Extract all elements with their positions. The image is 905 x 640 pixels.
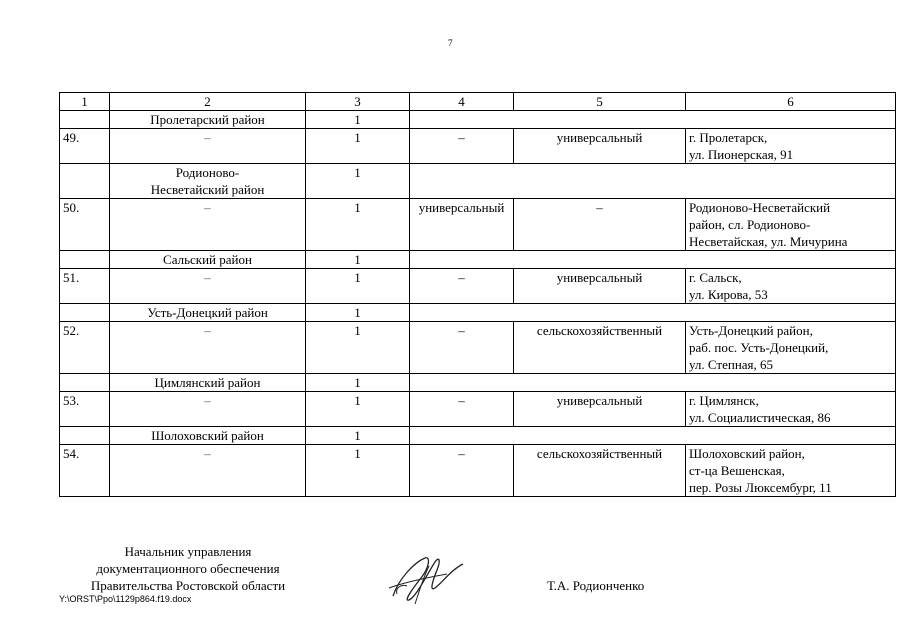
position-line: Правительства Ростовской области [90,578,286,593]
empty-cell [410,111,896,129]
empty-cell [410,251,896,269]
cell-col5: сельскохозяйственный [514,322,686,374]
cell-col5: универсальный [514,392,686,427]
district-name [110,427,306,445]
table-body [60,93,896,497]
cell-col2: – [110,269,306,304]
address-line: г. Цимлянск, [689,393,759,408]
address-line: Шолоховский район, [689,446,805,461]
district-name [110,374,306,392]
address-line: ст-ца Вешенская, [689,463,785,478]
cell-col3: 1 [306,445,410,497]
address-line: пер. Розы Люксембург, 11 [689,480,832,495]
address-line: г. Сальск, [689,270,742,285]
handwritten-signature [385,548,467,610]
address-cell [686,199,896,251]
district-name-line: Сальский район [163,252,252,267]
cell-col4: универсальный [410,199,514,251]
cell-col3: 1 [306,269,410,304]
empty-cell [60,164,110,199]
row-number: 50. [60,199,110,251]
header-cell: 2 [110,93,306,111]
empty-cell [410,374,896,392]
district-name-line: Родионово- [175,165,240,180]
cell-col3: 1 [306,129,410,164]
address-cell [686,322,896,374]
cell-col5: универсальный [514,129,686,164]
district-name-line: Пролетарский район [150,112,265,127]
address-line: Усть-Донецкий район, [689,323,813,338]
row-number: 51. [60,269,110,304]
district-name-line: Шолоховский район [151,428,264,443]
cell-col5: сельскохозяйственный [514,445,686,497]
district-row [60,304,896,322]
signer-name: Т.А. Родионченко [547,578,645,593]
row-number: 49. [60,129,110,164]
table-row [60,199,896,251]
district-name-line: Цимлянский район [154,375,261,390]
district-row [60,374,896,392]
position-line: Начальник управления [124,544,252,559]
header-cell: 6 [686,93,896,111]
district-name-line: Усть-Донецкий район [147,305,268,320]
table-row [60,445,896,497]
district-count: 1 [306,427,410,445]
address-cell [686,392,896,427]
empty-cell [60,374,110,392]
cell-col3: 1 [306,322,410,374]
address-line: раб. пос. Усть-Донецкий, [689,340,829,355]
cell-col4: – [410,269,514,304]
cell-col2: – [110,322,306,374]
address-line: район, сл. Родионово- [689,217,811,232]
cell-col5: универсальный [514,269,686,304]
header-cell: 3 [306,93,410,111]
table-row [60,129,896,164]
address-line: ул. Социалистическая, 86 [689,410,831,425]
address-line: ул. Степная, 65 [689,357,774,372]
empty-cell [410,164,896,199]
cell-col5: – [514,199,686,251]
address-line: Родионово-Несветайский [689,200,831,215]
district-row [60,427,896,445]
cell-col2: – [110,199,306,251]
cell-col2: – [110,445,306,497]
cell-col4: – [410,445,514,497]
row-number: 53. [60,392,110,427]
empty-cell [60,427,110,445]
district-count: 1 [306,164,410,199]
district-row [60,111,896,129]
empty-cell [60,251,110,269]
address-cell [686,445,896,497]
cell-col2: – [110,392,306,427]
signatory-position [59,543,317,594]
address-line: г. Пролетарск, [689,130,768,145]
allocation-table [59,92,896,497]
empty-cell [410,304,896,322]
page-number: 7 [448,38,453,48]
cell-col4: – [410,129,514,164]
cell-col4: – [410,392,514,427]
district-count: 1 [306,251,410,269]
address-line: Несветайская, ул. Мичурина [689,234,848,249]
header-cell: 5 [514,93,686,111]
cell-col3: 1 [306,199,410,251]
district-count: 1 [306,111,410,129]
district-name-line: Несветайский район [150,182,265,197]
cell-col4: – [410,322,514,374]
header-cell: 1 [60,93,110,111]
row-number: 52. [60,322,110,374]
district-count: 1 [306,374,410,392]
district-name [110,111,306,129]
district-name [110,304,306,322]
district-count: 1 [306,304,410,322]
address-line: ул. Пионерская, 91 [689,147,794,162]
empty-cell [60,111,110,129]
address-cell [686,269,896,304]
row-number: 54. [60,445,110,497]
district-name [110,251,306,269]
cell-col2: – [110,129,306,164]
table-row [60,269,896,304]
table-header-row [60,93,896,111]
district-row [60,164,896,199]
table-row [60,322,896,374]
district-name [110,164,306,199]
address-line: ул. Кирова, 53 [689,287,768,302]
cell-col3: 1 [306,392,410,427]
address-cell [686,129,896,164]
district-row [60,251,896,269]
header-cell: 4 [410,93,514,111]
position-line: документационного обеспечения [96,561,280,576]
file-path: Y:\ORST\Ppo\1129p864.f19.docx [59,594,192,604]
empty-cell [410,427,896,445]
empty-cell [60,304,110,322]
table-row [60,392,896,427]
